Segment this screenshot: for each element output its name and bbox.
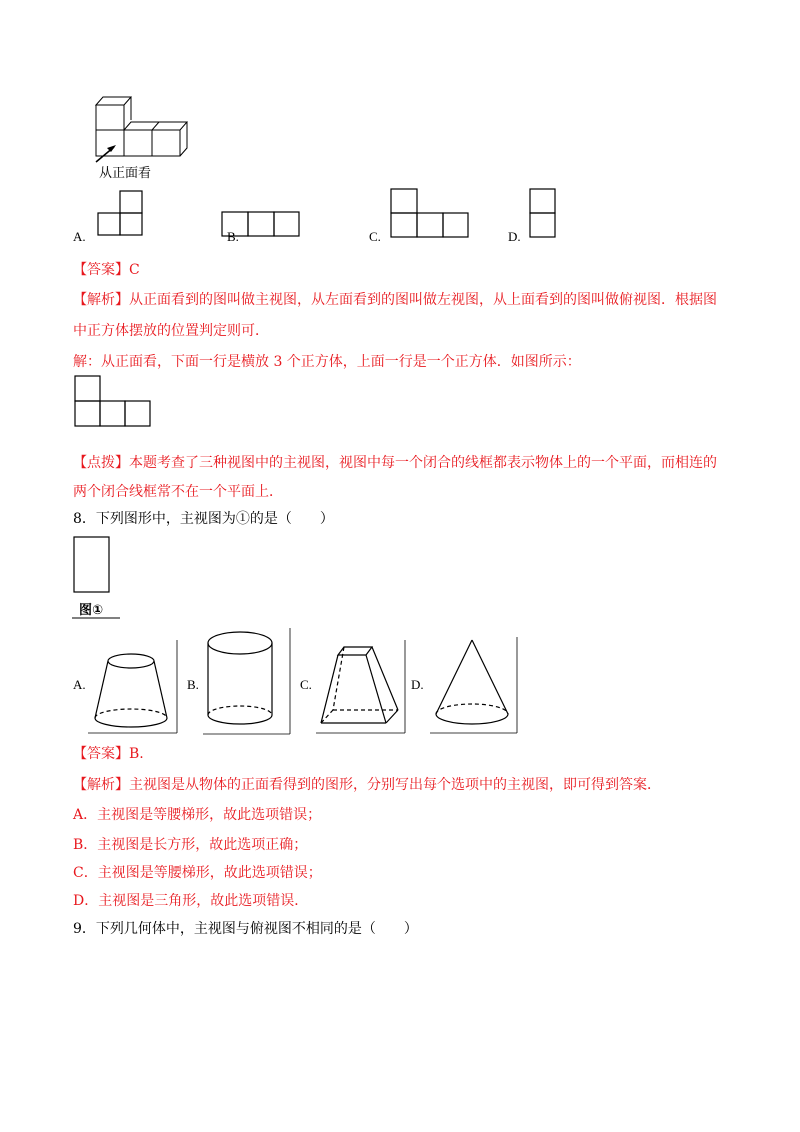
analysis-tag: 【解析】 bbox=[73, 777, 129, 793]
option-d-explanation: D．主视图是三角形，故此选项错误． bbox=[73, 893, 309, 909]
option-d-figure bbox=[527, 187, 559, 242]
answer-value: C bbox=[129, 262, 140, 278]
answer-tag: 【答案】 bbox=[73, 746, 129, 762]
analysis-line-q8 bbox=[73, 776, 661, 794]
option-c-label: C. bbox=[369, 229, 381, 244]
frustum-figure bbox=[88, 640, 180, 740]
option-c-figure bbox=[388, 187, 473, 242]
analysis-tag: 【解析】 bbox=[73, 292, 129, 308]
tip-text: 本题考查了三种视图中的主视图，视图中每一个闭合的线框都表示物体上的一个平面，而相连的 bbox=[129, 455, 717, 471]
question-8: 8．下列图形中，主视图为①的是（ ） bbox=[73, 511, 334, 527]
tip-line-q7 bbox=[73, 454, 717, 472]
option-a-label-q8: A. bbox=[73, 677, 86, 692]
option-d-label-q8: D. bbox=[411, 677, 424, 692]
option-b-figure bbox=[219, 211, 304, 241]
view-caption: 从正面看 bbox=[99, 166, 152, 181]
option-c-label-q8: C. bbox=[300, 677, 312, 692]
tip-tag: 【点拨】 bbox=[73, 455, 129, 471]
analysis-text: 主视图是从物体的正面看得到的图形，分别写出每个选项中的主视图，即可得到答案． bbox=[129, 777, 661, 793]
solution-figure bbox=[73, 374, 158, 429]
answer-line-q7 bbox=[73, 261, 140, 279]
option-d-label: D. bbox=[508, 229, 521, 244]
option-b-explanation: B．主视图是长方形，故此选项正确； bbox=[73, 837, 308, 853]
option-b-label-q8: B. bbox=[187, 677, 199, 692]
question-9: 9．下列几何体中，主视图与俯视图不相同的是（ ） bbox=[73, 921, 418, 937]
answer-line-q8 bbox=[73, 745, 144, 763]
trapezoid-prism-figure bbox=[316, 640, 410, 740]
option-c-explanation: C．主视图是等腰梯形，故此选项错误； bbox=[73, 865, 322, 881]
cylinder-figure bbox=[203, 628, 295, 740]
solution-text: 解：从正面看，下面一行是横放 3 个正方体，上面一行是一个正方体．如图所示： bbox=[73, 354, 581, 370]
option-a-label: A. bbox=[73, 229, 86, 244]
figure-1-caption: 图① bbox=[79, 603, 104, 618]
option-a-explanation: A．主视图是等腰梯形，故此选项错误； bbox=[73, 807, 322, 823]
analysis-line-q7 bbox=[73, 291, 717, 309]
option-a-figure bbox=[95, 190, 155, 240]
answer-tag: 【答案】 bbox=[73, 262, 129, 278]
analysis-text-cont: 中正方体摆放的位置判定则可． bbox=[73, 323, 269, 339]
answer-value: B. bbox=[129, 746, 144, 762]
tip-text-cont: 两个闭合线框常不在一个平面上． bbox=[73, 484, 283, 500]
cone-figure bbox=[430, 637, 522, 740]
option-b-label: B. bbox=[227, 229, 239, 244]
analysis-text: 从正面看到的图叫做主视图，从左面看到的图叫做左视图，从上面看到的图叫做俯视图．根据图 bbox=[129, 292, 717, 308]
